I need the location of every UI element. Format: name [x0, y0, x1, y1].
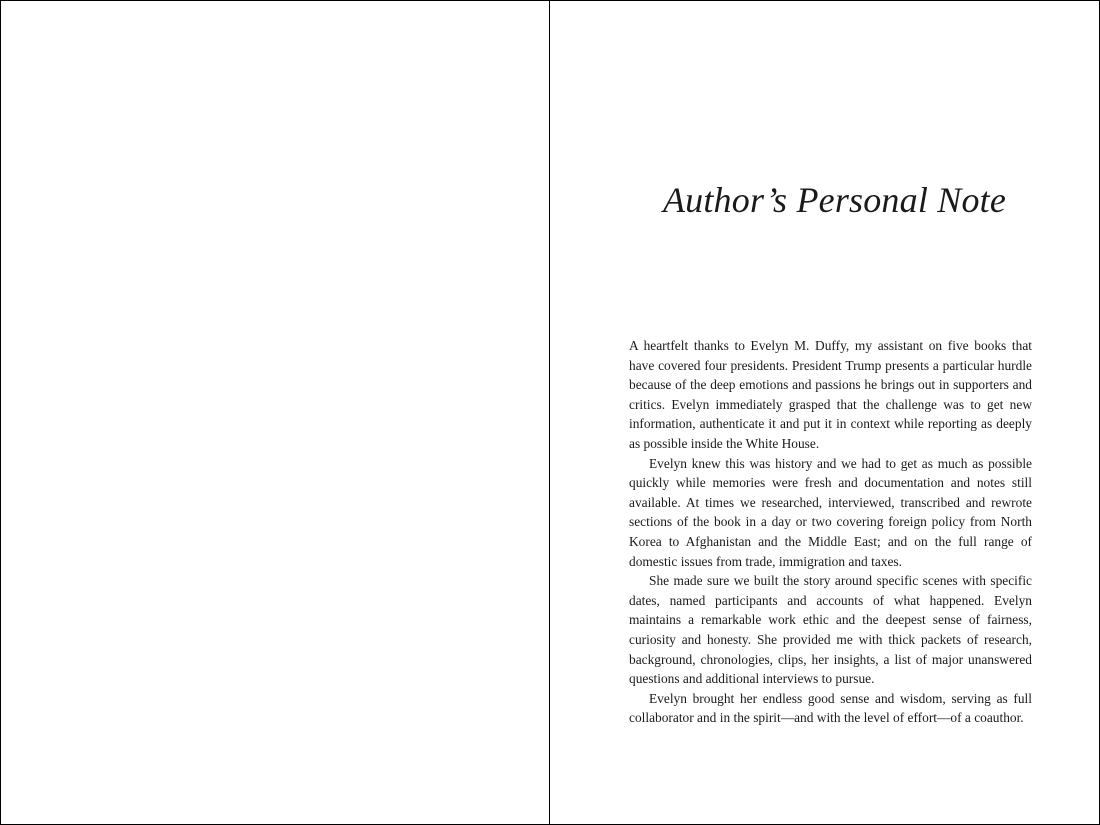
page-title: Author’s Personal Note: [662, 180, 1007, 220]
paragraph: Evelyn knew this was history and we had to get as much as possible quickly while memories were fresh and documentation and notes still available. At times we researched, interviewed, transcribed and rewrote sections of the book in a day or two covering foreign policy from North Korea to Afghanistan and the Middle East; and on the full range of domestic issues from trade, immigration and taxes.: [629, 455, 1032, 569]
paragraph: Evelyn brought her endless good sense and wisdom, serving as full collaborator and in the spirit—and with the level of effort—of a coauthor.: [629, 690, 1032, 726]
paragraph: She made sure we built the story around specific scenes with specific dates, named participants and accounts of what happened. Evelyn maintains a remarkable work ethic and the deepest sense of fairness, curiosity and honesty. She provided me with thick packets of research, background, chronologies, clips, her insights, a list of major unanswered questions and additional interviews to pursue.: [629, 573, 1032, 687]
paragraph: A heartfelt thanks to Evelyn M. Duffy, my assistant on five books that have covered four presidents. President Trump presents a particular hurdle because of the deep emotions and passions he brings out in supporters and critics. Evelyn immediately grasped that the challenge was to get new information, authenticate it and put it in context while reporting as deeply as possible inside the White House.: [629, 338, 1032, 451]
right-page: [549, 0, 1100, 825]
body-text: [629, 336, 1032, 728]
